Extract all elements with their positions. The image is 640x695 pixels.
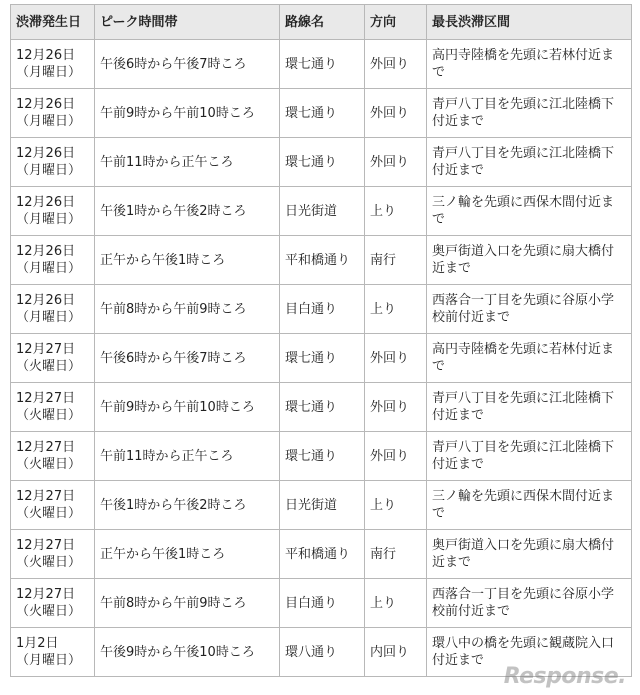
cell-date: 12月26日 （月曜日） bbox=[11, 40, 95, 89]
cell-direction: 外回り bbox=[365, 383, 427, 432]
cell-longest-section: 環八中の橋を先頭に観蔵院入口付近まで bbox=[427, 628, 632, 677]
cell-longest-section: 西落合一丁目を先頭に谷原小学校前付近まで bbox=[427, 579, 632, 628]
cell-peak-time: 午前9時から午前10時ころ bbox=[95, 89, 280, 138]
cell-peak-time: 午後1時から午後2時ころ bbox=[95, 187, 280, 236]
cell-route: 目白通り bbox=[280, 579, 365, 628]
table-row bbox=[11, 236, 632, 285]
header-longest-section: 最長渋滞区間 bbox=[427, 5, 632, 40]
cell-longest-section: 三ノ輪を先頭に西保木間付近まで bbox=[427, 481, 632, 530]
cell-route: 環七通り bbox=[280, 40, 365, 89]
cell-peak-time: 午前8時から午前9時ころ bbox=[95, 285, 280, 334]
cell-direction: 外回り bbox=[365, 89, 427, 138]
cell-date: 12月27日 （火曜日） bbox=[11, 579, 95, 628]
cell-direction: 外回り bbox=[365, 138, 427, 187]
cell-date: 12月27日 （火曜日） bbox=[11, 432, 95, 481]
cell-date: 12月26日 （月曜日） bbox=[11, 138, 95, 187]
cell-date: 12月26日 （月曜日） bbox=[11, 285, 95, 334]
cell-peak-time: 午後1時から午後2時ころ bbox=[95, 481, 280, 530]
cell-longest-section: 高円寺陸橋を先頭に若林付近まで bbox=[427, 334, 632, 383]
cell-route: 環七通り bbox=[280, 89, 365, 138]
cell-date: 12月27日 （火曜日） bbox=[11, 334, 95, 383]
congestion-table bbox=[10, 4, 632, 677]
cell-date: 12月27日 （火曜日） bbox=[11, 530, 95, 579]
cell-route: 環七通り bbox=[280, 383, 365, 432]
table-row bbox=[11, 432, 632, 481]
table-row bbox=[11, 89, 632, 138]
cell-route: 日光街道 bbox=[280, 481, 365, 530]
cell-direction: 上り bbox=[365, 481, 427, 530]
cell-route: 平和橋通り bbox=[280, 236, 365, 285]
cell-date: 12月27日 （火曜日） bbox=[11, 481, 95, 530]
cell-date: 12月27日 （火曜日） bbox=[11, 383, 95, 432]
table-row bbox=[11, 334, 632, 383]
cell-route: 環七通り bbox=[280, 138, 365, 187]
header-direction: 方向 bbox=[365, 5, 427, 40]
cell-peak-time: 午前11時から正午ころ bbox=[95, 138, 280, 187]
cell-direction: 上り bbox=[365, 285, 427, 334]
header-date: 渋滞発生日 bbox=[11, 5, 95, 40]
table-row bbox=[11, 187, 632, 236]
cell-peak-time: 正午から午後1時ころ bbox=[95, 236, 280, 285]
cell-longest-section: 奥戸街道入口を先頭に扇大橋付近まで bbox=[427, 530, 632, 579]
cell-direction: 南行 bbox=[365, 530, 427, 579]
cell-peak-time: 午後9時から午後10時ころ bbox=[95, 628, 280, 677]
cell-direction: 外回り bbox=[365, 432, 427, 481]
cell-direction: 外回り bbox=[365, 40, 427, 89]
cell-route: 環七通り bbox=[280, 432, 365, 481]
cell-longest-section: 青戸八丁目を先頭に江北陸橋下付近まで bbox=[427, 138, 632, 187]
cell-direction: 南行 bbox=[365, 236, 427, 285]
header-route: 路線名 bbox=[280, 5, 365, 40]
cell-direction: 外回り bbox=[365, 334, 427, 383]
cell-peak-time: 午前9時から午前10時ころ bbox=[95, 383, 280, 432]
cell-longest-section: 青戸八丁目を先頭に江北陸橋下付近まで bbox=[427, 89, 632, 138]
cell-direction: 上り bbox=[365, 187, 427, 236]
header-peak-time: ピーク時間帯 bbox=[95, 5, 280, 40]
cell-date: 12月26日 （月曜日） bbox=[11, 89, 95, 138]
cell-route: 日光街道 bbox=[280, 187, 365, 236]
cell-longest-section: 三ノ輪を先頭に西保木間付近まで bbox=[427, 187, 632, 236]
cell-longest-section: 高円寺陸橋を先頭に若林付近まで bbox=[427, 40, 632, 89]
cell-longest-section: 西落合一丁目を先頭に谷原小学校前付近まで bbox=[427, 285, 632, 334]
cell-longest-section: 青戸八丁目を先頭に江北陸橋下付近まで bbox=[427, 383, 632, 432]
cell-peak-time: 午後6時から午後7時ころ bbox=[95, 40, 280, 89]
cell-route: 環七通り bbox=[280, 334, 365, 383]
table-row bbox=[11, 579, 632, 628]
table-row bbox=[11, 383, 632, 432]
cell-direction: 上り bbox=[365, 579, 427, 628]
table-row bbox=[11, 40, 632, 89]
cell-longest-section: 青戸八丁目を先頭に江北陸橋下付近まで bbox=[427, 432, 632, 481]
header-row bbox=[11, 5, 632, 40]
table-row bbox=[11, 530, 632, 579]
response-watermark: Response. bbox=[503, 664, 626, 689]
cell-peak-time: 午前11時から正午ころ bbox=[95, 432, 280, 481]
cell-longest-section: 奥戸街道入口を先頭に扇大橋付近まで bbox=[427, 236, 632, 285]
cell-direction: 内回り bbox=[365, 628, 427, 677]
cell-route: 平和橋通り bbox=[280, 530, 365, 579]
cell-peak-time: 午後6時から午後7時ころ bbox=[95, 334, 280, 383]
cell-peak-time: 正午から午後1時ころ bbox=[95, 530, 280, 579]
table-row bbox=[11, 481, 632, 530]
cell-date: 12月26日 （月曜日） bbox=[11, 236, 95, 285]
cell-route: 環八通り bbox=[280, 628, 365, 677]
cell-route: 目白通り bbox=[280, 285, 365, 334]
cell-date: 1月2日 （月曜日） bbox=[11, 628, 95, 677]
cell-date: 12月26日 （月曜日） bbox=[11, 187, 95, 236]
cell-peak-time: 午前8時から午前9時ころ bbox=[95, 579, 280, 628]
table-row bbox=[11, 285, 632, 334]
table-row bbox=[11, 138, 632, 187]
